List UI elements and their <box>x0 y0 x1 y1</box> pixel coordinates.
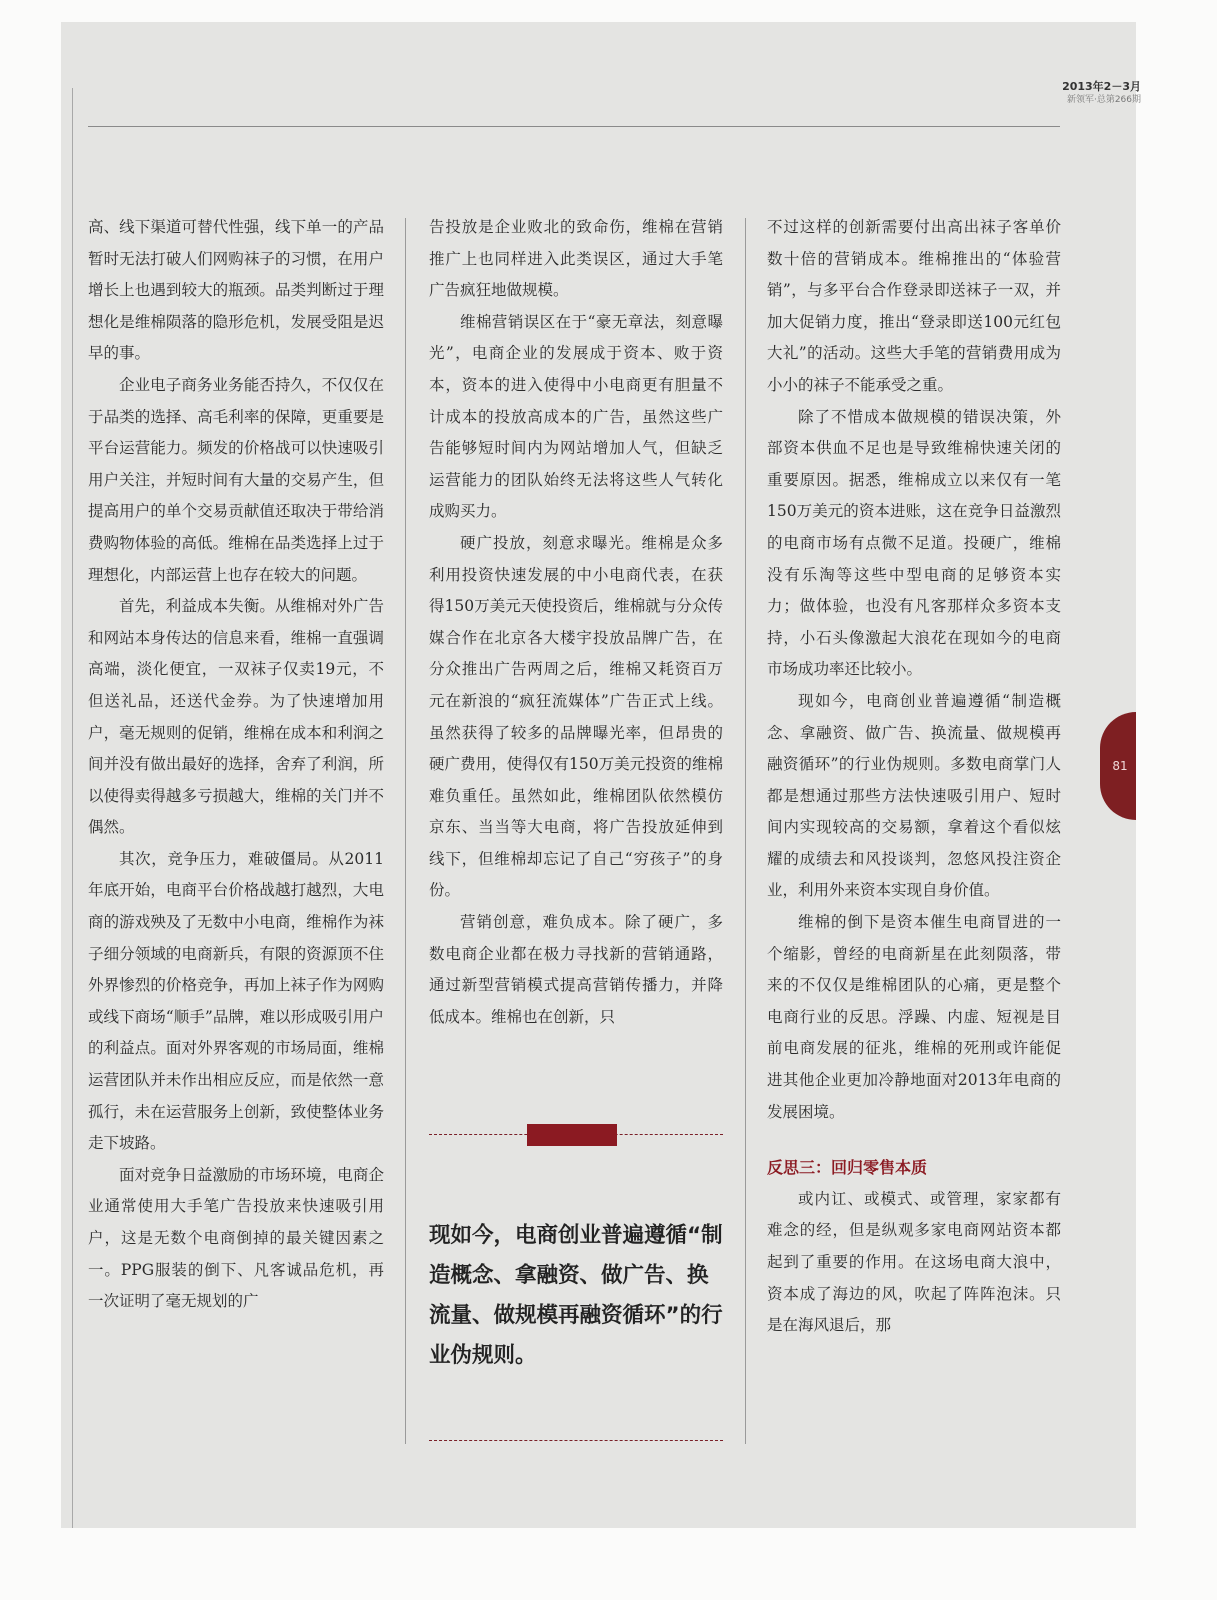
section-spacer <box>767 1128 1061 1152</box>
issue-date: 2013年2－3月 <box>1062 80 1141 93</box>
paragraph: 除了不惜成本做规模的错误决策，外部资本供血不足也是导致维棉快速关闭的重要原因。据悉，维棉成立以来仅有一笔150万美元的资本进账，这在竞争日益激烈的电商市场有点微不足道。投硬广，维棉没有乐淘等这些中型电商的足够资本实力；做体验，也没有凡客那样众多资本支持，小石头像激起大浪花在现如今的电商市场成功率还比较小。 <box>767 407 1061 679</box>
paragraph: 其次，竞争压力，难破僵局。从2011年底开始，电商平台价格战越打越烈，大电商的游戏殃及了无数中小电商，维棉作为袜子细分领域的电商新兵，有限的资源顶不住外界惨烈的价格竞争，再加上袜子作为网购或线下商场“顺手”品牌，难以形成吸引用户的利益点。面对外界客观的市场局面，维棉运营团队并未作出相应反应，而是依然一意孤行，未在运营服务上创新，致使整体业务走下坡路。 <box>88 849 384 1153</box>
paragraph: 首先，利益成本失衡。从维棉对外广告和网站本身传达的信息来看，维棉一直强调高端，淡化便宜，一双袜子仅卖19元，不但送礼品，还送代金券。为了快速增加用户，毫无规则的促销，维棉在成本和利润之间并没有做出最好的选择，舍弃了利润，所以使得卖得越多亏损越大，维棉的关门并不偶然。 <box>88 597 384 837</box>
text-column-1 <box>88 212 384 1318</box>
page-edge-line <box>72 88 73 1528</box>
paragraph: 高、线下渠道可替代性强，线下单一的产品暂时无法打破人们网购袜子的习惯，在用户增长上也遇到较大的瓶颈。品类判断过于理想化是维棉陨落的隐形危机，发展受阻是迟早的事。 <box>88 218 384 363</box>
issue-number: 新领军·总第266期 <box>1066 95 1141 105</box>
paragraph: 维棉营销误区在于“豪无章法，刻意曝光”，电商企业的发展成于资本、败于资本，资本的进入使得中小电商更有胆量不计成本的投放高成本的广告，虽然这些广告能够短时间内为网站增加人气，但缺乏运营能力的团队始终无法将这些人气转化成购买力。 <box>429 312 723 521</box>
paragraph: 或内讧、或模式、或管理，家家都有难念的经，但是纵观多家电商网站资本都起到了重要的作用。在这场电商大浪中，资本成了海边的风，吹起了阵阵泡沫。只是在海风退后，那 <box>767 1189 1061 1335</box>
pull-quote-accent-bar <box>527 1124 617 1146</box>
paragraph: 告投放是企业败北的致命伤，维棉在营销推广上也同样进入此类误区，通过大手笔广告疯狂地做规模。 <box>429 218 723 300</box>
column-divider <box>745 218 746 1444</box>
paragraph: 企业电子商务业务能否持久，不仅仅在于品类的选择、高毛利率的保障，更重要是平台运营能力。频发的价格战可以快速吸引用户关注，并短时间有大量的交易产生，但提高用户的单个交易贡献值还取决于带给消费购物体验的高低。维棉在品类选择上过于理想化，内部运营上也存在较大的问题。 <box>88 375 384 584</box>
text-column-3 <box>767 212 1061 1342</box>
paragraph: 硬广投放，刻意求曝光。维棉是众多利用投资快速发展的中小电商代表，在获得150万美元天使投资后，维棉就与分众传媒合作在北京各大楼宇投放品牌广告，在分众推出广告两周之后，维棉又耗资百万元在新浪的“疯狂流媒体”广告正式上线。虽然获得了较多的品牌曝光率，但昂贵的硬广费用，使得仅有150万美元投资的维棉难负重任。虽然如此，维棉团队依然模仿京东、当当等大电商，将广告投放延伸到线下，但维棉却忘记了自己“穷孩子”的身份。 <box>429 533 723 900</box>
paragraph: 维棉的倒下是资本催生电商冒进的一个缩影，曾经的电商新星在此刻陨落，带来的不仅仅是维棉团队的心痛，更是整个电商行业的反思。浮躁、内虚、短视是目前电商发展的征兆，维棉的死刑或许能促进其他企业更加冷静地面对2013年电商的发展困境。 <box>767 913 1061 1121</box>
page-header <box>1062 80 1141 107</box>
page-number: 81 <box>1112 759 1128 773</box>
pull-quote: 现如今，电商创业普遍遵循“制造概念、拿融资、做广告、换流量、做规模再融资循环”的行业伪规则。 <box>429 1223 723 1368</box>
text-column-2 <box>429 212 723 1033</box>
paragraph: 不过这样的创新需要付出高出袜子客单价数十倍的营销成本。维棉推出的“体验营销”，与多平台合作登录即送袜子一双，并加大促销力度，推出“登录即送100元红包大礼”的活动。这些大手笔的营销费用成为小小的袜子不能承受之重。 <box>767 218 1061 394</box>
pull-quote-bottom-rule <box>429 1440 723 1441</box>
column-divider <box>405 218 406 1444</box>
paragraph: 营销创意，难负成本。除了硬广，多数电商企业都在极力寻找新的营销通路，通过新型营销模式提高营销传播力，并降低成本。维棉也在创新，只 <box>429 913 723 1026</box>
page-number-tab <box>1100 712 1136 820</box>
paragraph: 面对竞争日益激励的市场环境，电商企业通常使用大手笔广告投放来快速吸引用户，这是无数个电商倒掉的最关键因素之一。PPG服装的倒下、凡客诚品危机，再一次证明了毫无规划的广 <box>88 1165 384 1311</box>
header-rule <box>88 126 1060 127</box>
section-heading: 反思三：回归零售本质 <box>767 1158 928 1178</box>
paragraph: 现如今，电商创业普遍遵循“制造概念、拿融资、做广告、换流量、做规模再融资循环”的行业伪规则。多数电商掌门人都是想通过那些方法快速吸引用户、短时间内实现较高的交易额，拿着这个看似炫耀的成绩去和风投谈判，忽悠风投注资企业，利用外来资本实现自身价值。 <box>767 691 1061 900</box>
